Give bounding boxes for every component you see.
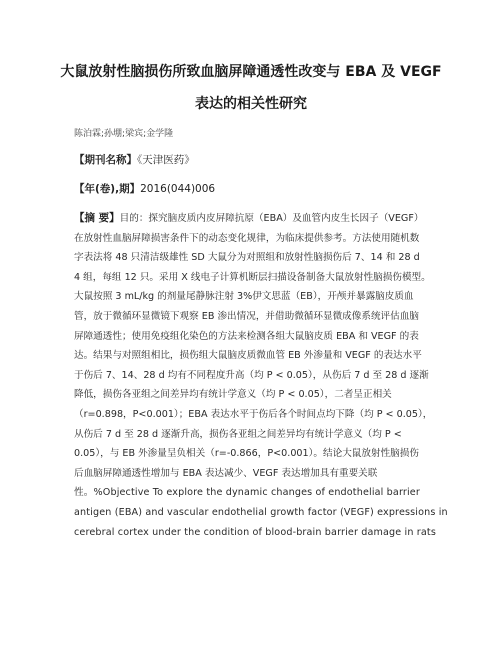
- year-issue-label: 【年(卷),期】: [74, 183, 141, 195]
- journal-row: [74, 152, 195, 167]
- year-issue-value: 2016(044)006: [140, 183, 216, 195]
- abstract-line: 降低，损伤各亚组之间差异均有统计学意义（均 P < 0.05），二者呈正相关: [74, 389, 392, 401]
- paper-title-line-2: 表达的相关性研究: [195, 96, 307, 112]
- abstract-line: 达。结果与对照组相比，损伤组大鼠脑皮质微血管 EB 外渗量和 VEGF 的表达水平: [74, 350, 422, 362]
- abstract-line: 从伤后 7 d 至 28 d 逐渐升高，损伤各亚组之间差异均有统计学意义（均 P <: [74, 428, 402, 440]
- abstract-line: 管，放于微循环显微镜下观察 EB 渗出情况，并借助微循环显微成像系统评估血脑: [74, 310, 419, 322]
- abstract-line: 0.05），与 EB 外渗量呈负相关（r=-0.866，P<0.001）。结论大鼠放射性脑损伤: [74, 448, 419, 460]
- abstract-line: 在放射性血脑屏障损害条件下的动态变化规律，为临床提供参考。方法使用随机数: [74, 232, 420, 244]
- abstract-line: cerebral cortex under the condition of blood-brain barrier damage in rats: [74, 526, 436, 538]
- abstract-line: 大鼠按照 3 mL/kg 的剂量尾静脉注射 3%伊文思蓝（EB），开颅并暴露脑皮质血: [74, 291, 414, 303]
- paper-title-line-1: 大鼠放射性脑损伤所致血脑屏障通透性改变与 EBA 及 VEGF: [60, 64, 442, 80]
- abstract-line: 于伤后 7、14、28 d 均有不同程度升高（均 P < 0.05），从伤后 7 d 至 28 d 逐渐: [74, 369, 429, 381]
- abstract-line: 性。%Objective To explore the dynamic changes of endothelial barrier: [74, 487, 420, 499]
- abstract-line: 4 组，每组 12 只。采用 X 线电子计算机断层扫描设备制备大鼠放射性脑损伤模型。: [74, 271, 431, 283]
- abstract: [74, 209, 448, 542]
- abstract-line: 目的：探究脑皮质内皮屏障抗原（EBA）及血管内皮生长因子（VEGF）: [119, 213, 424, 224]
- journal-label: 【期刊名称】: [74, 154, 137, 166]
- year-issue-row: [74, 181, 215, 196]
- abstract-line: 屏障通透性；使用免疫组化染色的方法来检测各组大鼠脑皮质 EBA 和 VEGF 的表: [74, 330, 419, 342]
- abstract-line: 字表法将 48 只清洁级雄性 SD 大鼠分为对照组和放射性脑损伤后 7、14 和 28 d: [74, 252, 420, 264]
- abstract-label: 【摘 要】: [74, 212, 120, 224]
- paper-title: [40, 56, 462, 120]
- authors: 陈泊霖;孙堋;梁宾;金学隆: [74, 129, 174, 139]
- abstract-line: antigen (EBA) and vascular endothelial growth factor (VEGF) expressions in: [74, 506, 448, 518]
- abstract-line: 后血脑屏障通透性增加与 EBA 表达减少、VEGF 表达增加具有重要关联: [74, 467, 378, 479]
- journal-value: 《天津医药》: [137, 154, 195, 166]
- abstract-line: （r=0.898，P<0.001）；EBA 表达水平于伤后各个时间点均下降（均 P < 0.05），: [74, 408, 433, 420]
